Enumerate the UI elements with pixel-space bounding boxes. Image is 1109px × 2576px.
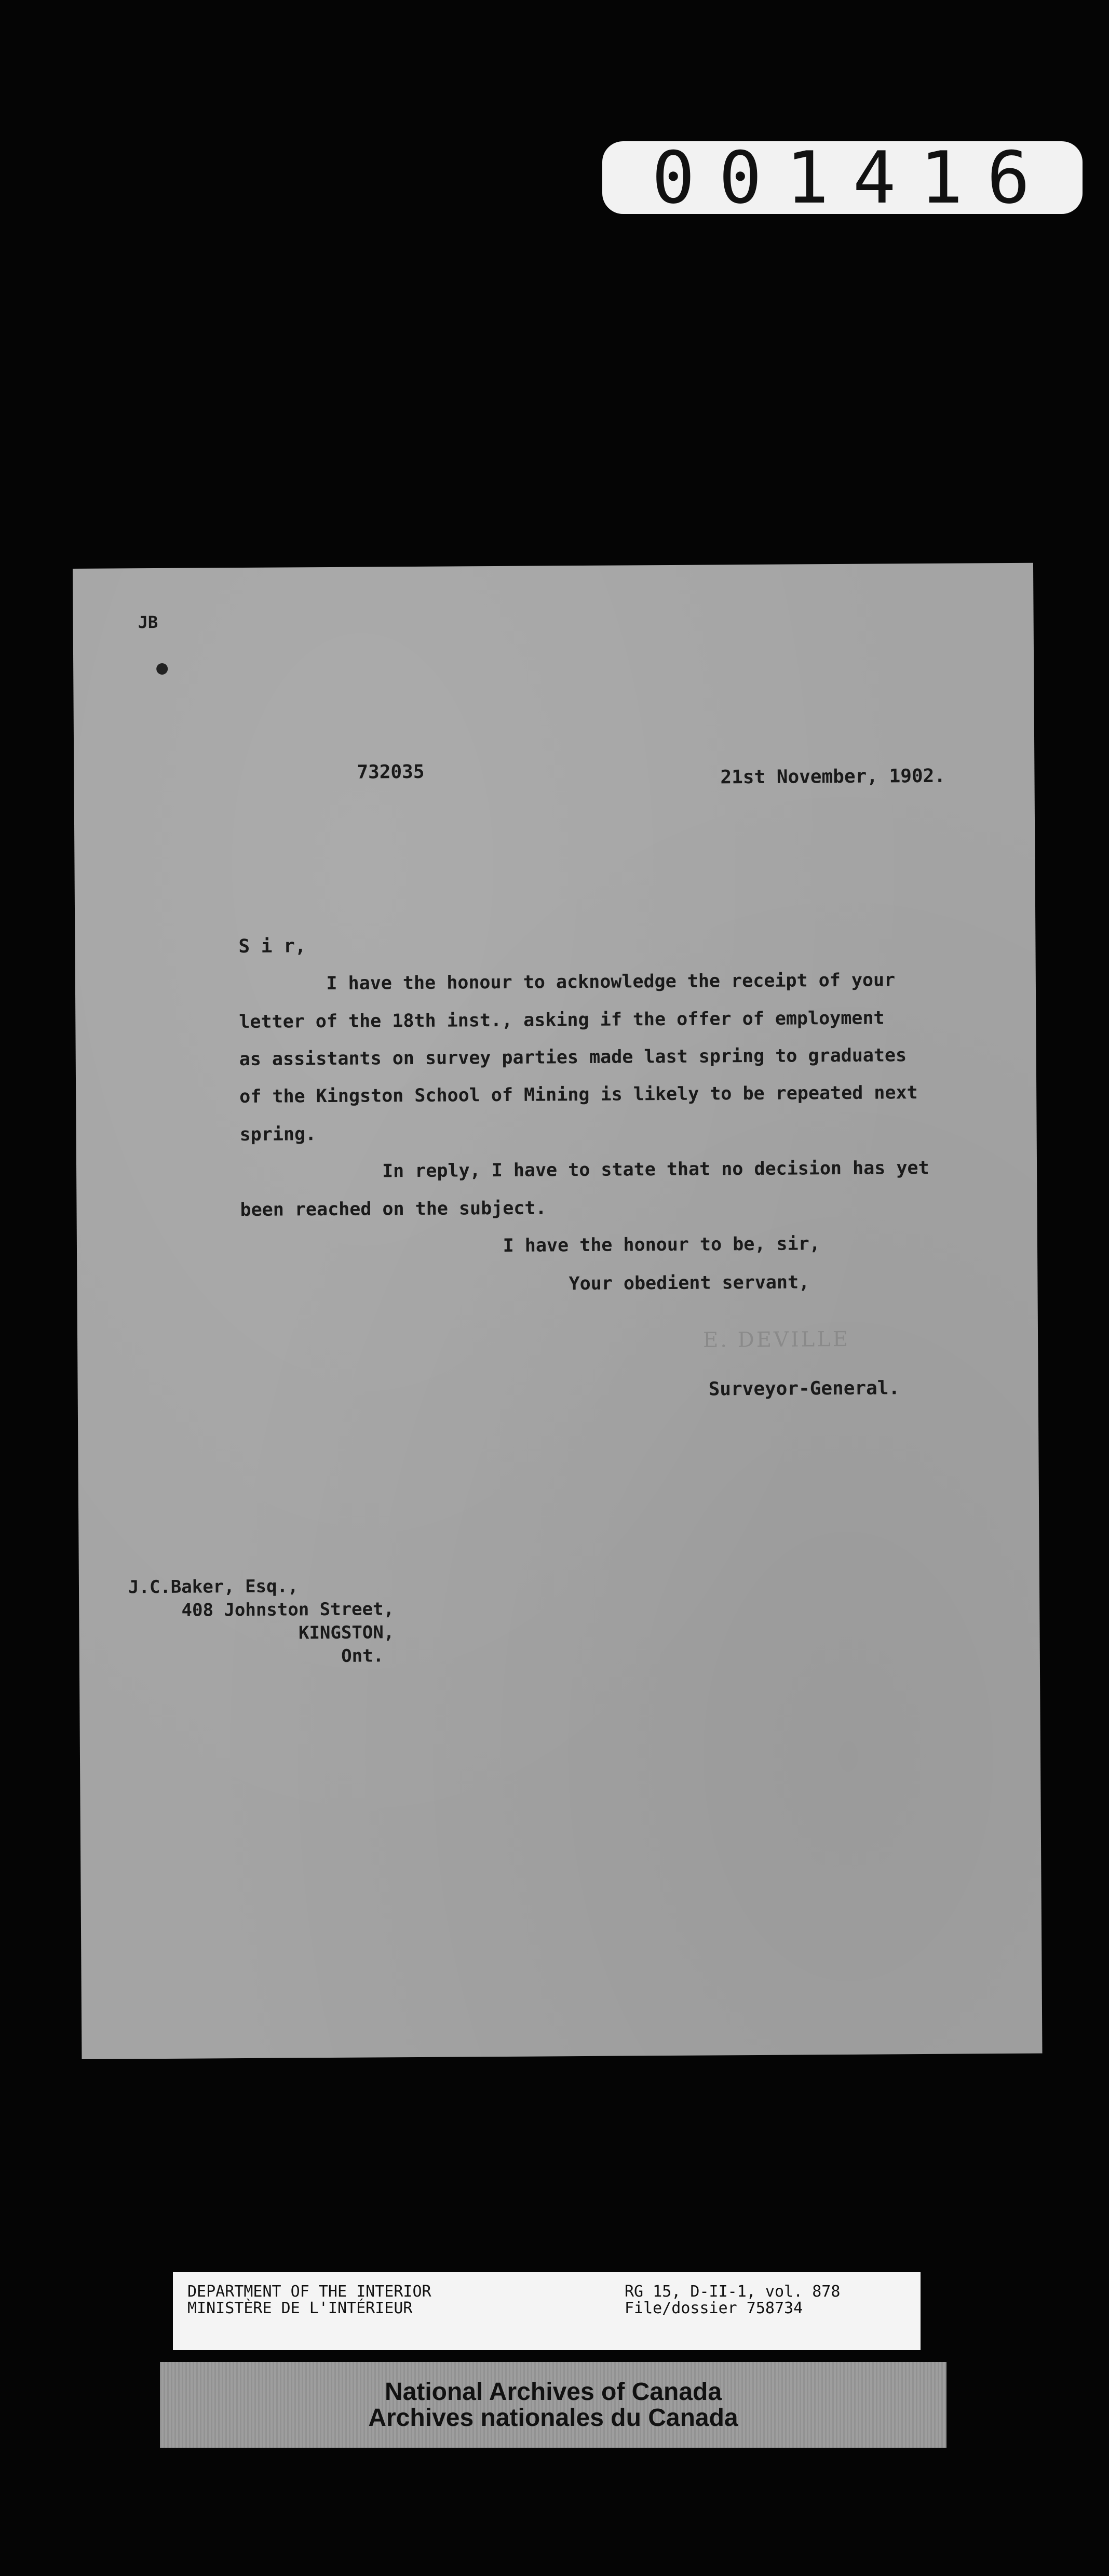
body-line: I have the honour to acknowledge the receipt of your xyxy=(238,970,896,995)
body-line: spring. xyxy=(239,1124,317,1146)
body-line: of the Kingston School of Mining is likely to be repeated next xyxy=(239,1082,918,1108)
salutation: S i r, xyxy=(238,935,306,958)
archives-name-en: National Archives of Canada xyxy=(384,2378,722,2406)
department-fr: MINISTÈRE DE L'INTÉRIEUR xyxy=(187,2299,413,2317)
address-line: 408 Johnston Street, xyxy=(128,1599,395,1621)
body-line: Your obedient servant, xyxy=(240,1272,810,1297)
frame-number: 001416 xyxy=(602,141,1083,214)
signature-title: Surveyor-General. xyxy=(708,1377,900,1400)
body-line: as assistants on survey parties made last spring to graduates xyxy=(239,1045,907,1070)
address-line: KINGSTON, xyxy=(128,1622,395,1645)
ink-blot xyxy=(156,663,168,675)
typist-initials: JB xyxy=(138,612,158,633)
department-en: DEPARTMENT OF THE INTERIOR xyxy=(187,2283,431,2301)
file-number: File/dossier 758734 xyxy=(625,2299,803,2317)
address-line: J.C.Baker, Esq., xyxy=(128,1576,299,1598)
file-reference: 732035 xyxy=(357,761,425,783)
letter-page xyxy=(73,563,1042,2059)
body-line: In reply, I have to state that no decision has yet xyxy=(239,1157,929,1183)
signature-stamp: E. DEVILLE xyxy=(702,1327,850,1352)
address-line: Ont. xyxy=(128,1645,384,1668)
letter-date: 21st November, 1902. xyxy=(720,765,946,788)
record-group-reference: RG 15, D-II-1, vol. 878 xyxy=(625,2283,841,2301)
archive-label xyxy=(173,2272,921,2350)
body-line: been reached on the subject. xyxy=(240,1198,547,1221)
body-line: I have the honour to be, sir, xyxy=(240,1233,820,1258)
body-line: letter of the 18th inst., asking if the offer of employment xyxy=(239,1008,885,1033)
archives-name-fr: Archives nationales du Canada xyxy=(368,2404,738,2432)
archives-name-banner xyxy=(160,2362,946,2448)
